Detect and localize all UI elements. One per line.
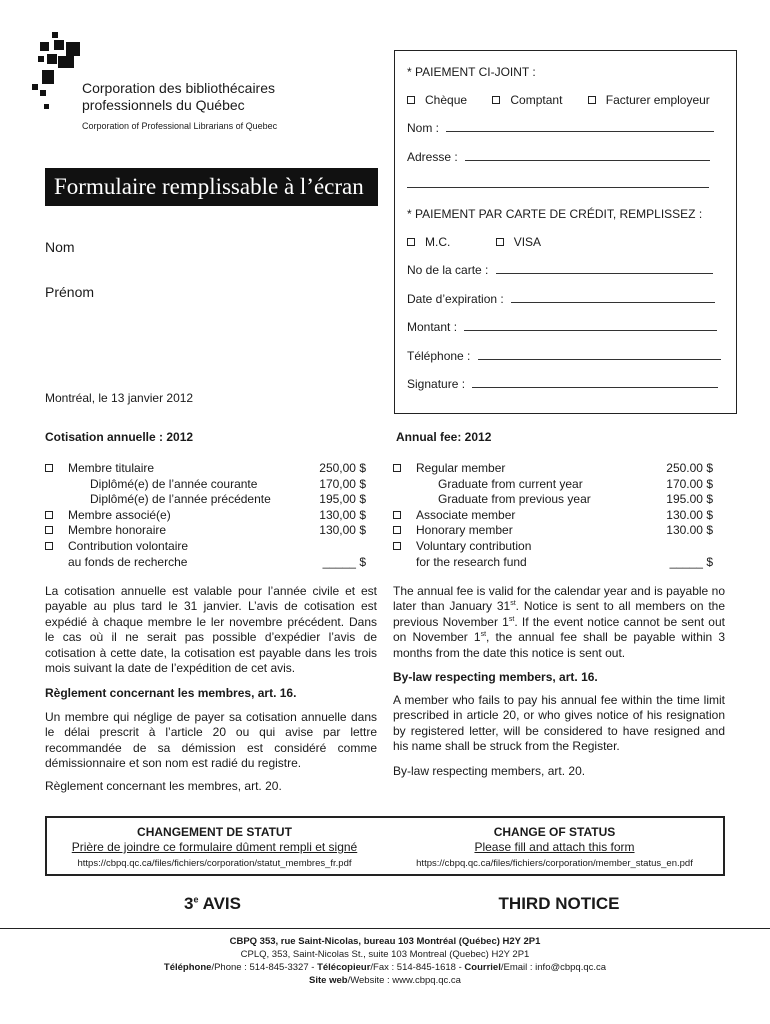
- notice-fr-number: 3: [184, 894, 194, 913]
- visa-label: VISA: [513, 235, 542, 249]
- fees_en-row-value-1: 170.00 $: [666, 476, 713, 491]
- phone-input[interactable]: [478, 349, 721, 360]
- fees_fr-checkbox-4[interactable]: [45, 526, 53, 534]
- fees_fr-row-value-6[interactable]: _____ $: [322, 554, 366, 569]
- payment-address-row: [407, 150, 710, 164]
- fees_fr-row-label-3: Membre associé(e): [68, 507, 171, 522]
- en-p1-part-a: The annual fee is valid for the calendar year and is payable no later than January 31: [393, 584, 725, 614]
- date-line: Montréal, le 13 janvier 2012: [45, 391, 194, 405]
- footer-address-fr: CBPQ 353, rue Saint-Nicolas, bureau 103 Montréal (Québec) H2Y 2P1: [229, 936, 541, 947]
- en-p1-sup-1: st: [510, 600, 516, 608]
- footer-fax: /Fax : 514-845-1618 -: [370, 962, 465, 973]
- card-number-label: No de la carte :: [407, 263, 489, 277]
- fees_en-row-label-3: Associate member: [416, 507, 516, 522]
- mc-label: M.C.: [425, 235, 451, 249]
- fees_fr-checkbox-0[interactable]: [45, 464, 53, 472]
- signature-row: [407, 377, 718, 391]
- amount-label: Montant :: [407, 320, 458, 334]
- fees_en-row-label-5: Voluntary contribution: [416, 539, 532, 553]
- prenom-field[interactable]: Prénom: [45, 284, 95, 300]
- en-bylaw-16-heading: By-law respecting members, art. 16.: [393, 670, 598, 684]
- fees_fr-row-value-0: 250,00 $: [319, 461, 366, 475]
- payment-name-input[interactable]: [446, 121, 714, 132]
- fr-paragraph-2: Un membre qui néglige de payer sa cotisation annuelle dans le délai prescrit à l’article 20 ou qui avise par lettre recommandée de sa démission est considéré comme démissionnaire et son nom est radié du registre.: [45, 710, 377, 771]
- fees_en-row-value-6[interactable]: _____ $: [669, 554, 713, 569]
- fr-bylaw-16-heading: Règlement concernant les membres, art. 16.: [45, 686, 297, 700]
- footer-tel: /Phone : 514-845-3327 -: [211, 962, 318, 973]
- status-fr-title: CHANGEMENT DE STATUT: [137, 825, 292, 839]
- fees_fr-checkbox-5[interactable]: [45, 542, 53, 550]
- fees_fr-row-value-2: 195,00 $: [319, 492, 366, 507]
- en-bylaw-20: By-law respecting members, art. 20.: [393, 764, 586, 778]
- fees_en-row-label-6: for the research fund: [416, 554, 527, 569]
- fees_fr-row-label-5: Contribution volontaire: [68, 539, 189, 553]
- status-en-subtitle-text: Please fill and attach this form: [474, 840, 635, 854]
- en-p1-part-d: , the annual fee shall be payable within 3 months from the date this notice is sent out.: [393, 630, 725, 660]
- status-fr-subtitle: [47, 840, 382, 854]
- card-number-input[interactable]: [496, 263, 713, 274]
- fees_en-row-label-4: Honorary member: [416, 523, 513, 538]
- fees-fr-title: Cotisation annuelle : 2012: [45, 430, 194, 444]
- footer-web-fr: Site web: [309, 975, 348, 986]
- card-number-row: [407, 263, 713, 277]
- amount-row: [407, 320, 717, 334]
- cash-checkbox[interactable]: [492, 96, 500, 104]
- fr-paragraph-1: La cotisation annuelle est valable pour l’année civile et est payable au plus tard le 31 janvier. L’avis de cotisation est expédié à chaque membre le ler novembre précédent. Dans le cas où il ne serait pas possible d’expédier l’avis de cotisation à cette date, la cotisation est payable dans les trois mois suivant la date de l’expédition de cet avis.: [45, 584, 377, 676]
- footer-tel-fr: Téléphone: [163, 962, 212, 973]
- payment-address-row-2: [407, 177, 709, 191]
- payment-address-label: Adresse :: [407, 150, 458, 164]
- status-fr-subtitle-text: Prière de joindre ce formulaire dûment rempli et signé: [71, 840, 358, 854]
- fees_en-row-label-0: Regular member: [416, 461, 506, 475]
- fees_en-row-label-2: Graduate from previous year: [438, 492, 591, 507]
- nom-field[interactable]: Nom: [45, 239, 75, 255]
- cash-label: Comptant: [510, 93, 563, 107]
- fees_en-checkbox-3[interactable]: [393, 511, 401, 519]
- fees_en-row-value-3: 130.00 $: [666, 507, 713, 522]
- fees_fr-row-label-1: Diplômé(e) de l’année courante: [90, 476, 258, 491]
- footer-address-en: CPLQ, 353, Saint-Nicolas St., suite 103 Montreal (Quebec) H2Y 2P1: [240, 949, 530, 960]
- phone-row: [407, 349, 721, 363]
- amount-input[interactable]: [464, 320, 717, 331]
- form-banner: Formulaire remplissable à l’écran: [45, 168, 378, 206]
- fees-en-title: Annual fee: 2012: [396, 430, 492, 444]
- en-p1-sup-3: st: [480, 631, 487, 639]
- payment-box: [394, 50, 737, 414]
- fees_fr-row-value-4: 130,00 $: [319, 523, 366, 538]
- cheque-label: Chèque: [425, 93, 468, 107]
- org-logo: [30, 32, 90, 112]
- payment-options-row: [407, 93, 710, 107]
- payment-header-credit: * PAIEMENT PAR CARTE DE CRÉDIT, REMPLISSEZ :: [407, 207, 703, 221]
- status-en-title: CHANGE OF STATUS: [493, 825, 616, 839]
- visa-checkbox[interactable]: [496, 238, 504, 246]
- expiry-row: [407, 292, 715, 306]
- en-paragraph-1: [393, 584, 725, 661]
- status-en-link[interactable]: https://cbpq.qc.ca/files/fichiers/corporation/member_status_en.pdf: [416, 858, 693, 869]
- fees_en-row-value-0: 250.00 $: [666, 461, 713, 475]
- fees_fr-row-label-6: au fonds de recherche: [68, 554, 188, 569]
- payment-address-input[interactable]: [465, 150, 710, 161]
- phone-label: Téléphone :: [407, 349, 471, 363]
- fees_en-row-value-4: 130.00 $: [666, 523, 713, 538]
- org-name-line2: professionnels du Québec: [82, 97, 245, 113]
- payment-name-label: Nom :: [407, 121, 440, 135]
- fees_fr-row-value-3: 130,00 $: [319, 507, 366, 522]
- card-options-row: [407, 235, 541, 249]
- fees_fr-row-label-4: Membre honoraire: [68, 523, 167, 538]
- payment-address-input-2[interactable]: [407, 177, 709, 188]
- fees_en-row-value-2: 195.00 $: [666, 492, 713, 507]
- footer-mail[interactable]: /Email : info@cbpq.qc.ca: [500, 962, 607, 973]
- payment-name-row: [407, 121, 714, 135]
- cheque-checkbox[interactable]: [407, 96, 415, 104]
- footer-website: [0, 975, 770, 987]
- status-fr-link[interactable]: https://cbpq.qc.ca/files/fichiers/corporation/statut_membres_fr.pdf: [77, 858, 352, 869]
- en-p1-sup-2: st: [508, 615, 515, 623]
- footer-contacts: [0, 962, 770, 974]
- fees_en-checkbox-0[interactable]: [393, 464, 401, 472]
- fees_fr-row-value-1: 170,00 $: [319, 476, 366, 491]
- en-p1-part-c: . If the event notice cannot be sent out on November 1: [393, 614, 725, 645]
- org-name-line1: Corporation des bibliothécaires: [82, 80, 275, 96]
- bill-employer-checkbox[interactable]: [588, 96, 596, 104]
- change-of-status-box: [45, 816, 725, 876]
- expiry-label: Date d’expiration :: [407, 292, 504, 306]
- fees_fr-row-label-2: Diplômé(e) de l’année précédente: [90, 492, 271, 507]
- third-notice-fr: [45, 894, 380, 914]
- fees_fr-row-label-0: Membre titulaire: [68, 461, 155, 475]
- fr-bylaw-20: Règlement concernant les membres, art. 20.: [45, 779, 282, 793]
- org-name-en: Corporation of Professional Librarians of Quebec: [82, 121, 278, 131]
- bill-employer-label: Facturer employeur: [605, 93, 710, 107]
- fees_en-row-label-1: Graduate from current year: [438, 476, 583, 491]
- third-notice-en: THIRD NOTICE: [498, 894, 620, 913]
- footer-mail-fr: Courriel: [464, 962, 501, 973]
- fees_fr-checkbox-3[interactable]: [45, 511, 53, 519]
- footer-divider: [0, 928, 770, 929]
- mc-checkbox[interactable]: [407, 238, 415, 246]
- signature-label: Signature :: [407, 377, 466, 391]
- footer-fax-fr: Télécopieur: [317, 962, 371, 973]
- expiry-input[interactable]: [511, 292, 715, 303]
- en-p1-part-b: . Notice is sent to all members on the previous November 1: [393, 599, 726, 629]
- en-paragraph-2: A member who fails to pay his annual fee within the time limit prescribed in article 20, or who gives notice of his resignation by registered letter, will be considered to have resigned and his name shall be struck from the Register.: [393, 693, 725, 754]
- signature-input[interactable]: [472, 377, 718, 388]
- notice-fr-word: AVIS: [198, 894, 241, 913]
- status-en-subtitle: [387, 840, 722, 854]
- footer-web[interactable]: /Website : www.cbpq.qc.ca: [347, 975, 461, 986]
- fees_en-checkbox-4[interactable]: [393, 526, 401, 534]
- payment-header-attached: * PAIEMENT CI-JOINT :: [407, 65, 536, 79]
- notice-fr-sup: e: [193, 894, 199, 905]
- fees_en-checkbox-5[interactable]: [393, 542, 401, 550]
